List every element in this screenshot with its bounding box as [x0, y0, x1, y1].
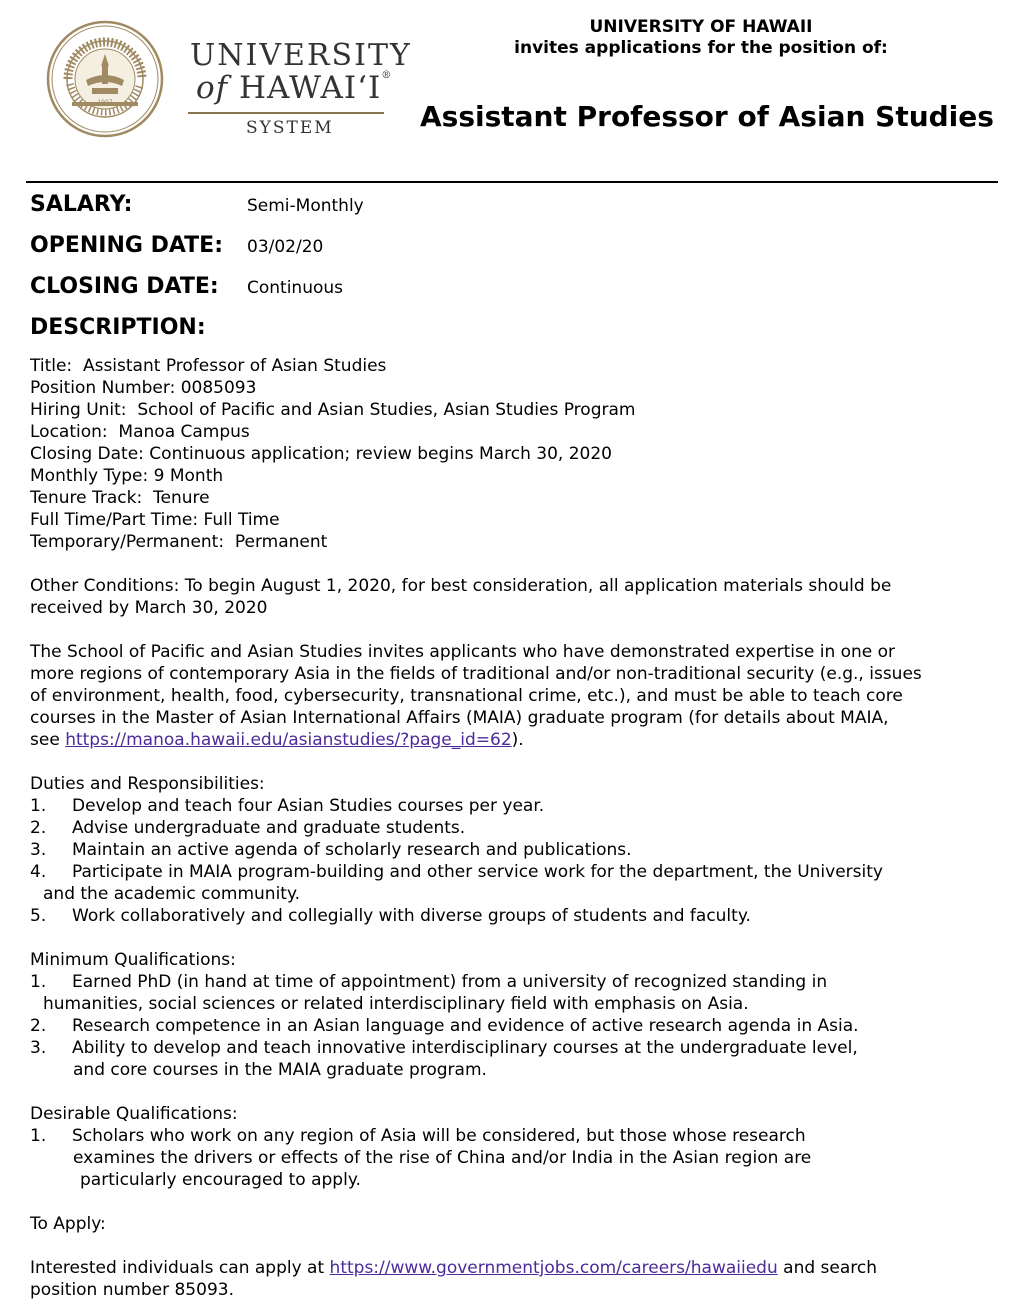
salary-label: SALARY:	[30, 192, 133, 217]
list-item: 2. Research competence in an Asian language and evidence of active research agenda in Asia.	[30, 1016, 859, 1036]
intro-line: of environment, health, food, cybersecurity, transnational crime, etc.), and must be able to teach core	[30, 686, 903, 706]
wordmark-rule	[188, 112, 384, 114]
detail-full-time: Full Time/Part Time: Full Time	[30, 510, 280, 530]
list-item-continuation: and the academic community.	[43, 884, 301, 904]
governmentjobs-link[interactable]: https://www.governmentjobs.com/careers/hawaiiedu	[329, 1258, 778, 1278]
wordmark-hawaii: HAWAIʻI	[239, 70, 382, 106]
intro-line: courses in the Master of Asian International Affairs (MAIA) graduate program (for details about MAIA,	[30, 708, 889, 728]
wordmark-university: UNIVERSITY	[190, 38, 412, 73]
to-apply-heading: To Apply:	[30, 1214, 106, 1234]
duties-heading: Duties and Responsibilities:	[30, 774, 265, 794]
intro-line: more regions of contemporary Asia in the fields of traditional and/or non-traditional security (e.g., issues	[30, 664, 922, 684]
apply-line	[30, 1257, 990, 1279]
other-conditions-line: received by March 30, 2020	[30, 598, 268, 618]
detail-position-number: Position Number: 0085093	[30, 378, 257, 398]
detail-temporary-permanent: Temporary/Permanent: Permanent	[30, 532, 328, 552]
university-wordmark	[188, 38, 412, 142]
minimum-qualifications-heading: Minimum Qualifications:	[30, 950, 236, 970]
opening-date-label: OPENING DATE:	[30, 233, 223, 258]
apply-suffix: and search	[777, 1258, 878, 1278]
position-title: Assistant Professor of Asian Studies	[420, 100, 994, 133]
university-seal-logo	[46, 20, 164, 138]
wordmark-of: of	[196, 70, 229, 106]
list-item-continuation: examines the drivers or effects of the rise of China and/or India in the Asian region are	[73, 1148, 812, 1168]
document-header	[0, 0, 1012, 184]
list-item: 1. Scholars who work on any region of Asia will be considered, but those whose research	[30, 1126, 806, 1146]
detail-closing-date: Closing Date: Continuous application; review begins March 30, 2020	[30, 444, 612, 464]
apply-prefix: Interested individuals can apply at	[30, 1258, 330, 1278]
header-divider	[26, 181, 998, 183]
description-body	[30, 355, 990, 1301]
detail-monthly-type: Monthly Type: 9 Month	[30, 466, 224, 486]
detail-title: Title: Assistant Professor of Asian Studies	[30, 356, 387, 376]
wordmark-of-hawaii	[196, 70, 392, 106]
list-item-continuation: and core courses in the MAIA graduate program.	[73, 1060, 487, 1080]
apply-line-2: position number 85093.	[30, 1280, 234, 1300]
see-prefix: see	[30, 730, 66, 750]
list-item: 1. Develop and teach four Asian Studies courses per year.	[30, 796, 545, 816]
description-heading: DESCRIPTION:	[30, 315, 206, 340]
list-item: 5. Work collaboratively and collegially with diverse groups of students and faculty.	[30, 906, 751, 926]
detail-tenure-track: Tenure Track: Tenure	[30, 488, 210, 508]
salary-value: Semi-Monthly	[247, 196, 364, 216]
invites-text: invites applications for the position of:	[514, 38, 888, 58]
registered-mark: ®	[381, 70, 393, 81]
list-item: 3. Maintain an active agenda of scholarly research and publications.	[30, 840, 632, 860]
list-item: 3. Ability to develop and teach innovative interdisciplinary courses at the undergraduate level,	[30, 1038, 858, 1058]
intro-see-line	[30, 729, 990, 751]
list-item: 4. Participate in MAIA program-building and other service work for the department, the University	[30, 862, 883, 882]
list-item-continuation: humanities, social sciences or related interdisciplinary field with emphasis on Asia.	[43, 994, 749, 1014]
institution-name: UNIVERSITY OF HAWAII	[589, 17, 813, 37]
see-suffix: ).	[511, 730, 524, 750]
desirable-qualifications-heading: Desirable Qualifications:	[30, 1104, 238, 1124]
closing-date-value: Continuous	[247, 278, 344, 298]
intro-line: The School of Pacific and Asian Studies invites applicants who have demonstrated expertise in one or	[30, 642, 896, 662]
list-item-continuation: particularly encouraged to apply.	[80, 1170, 361, 1190]
list-item: 1. Earned PhD (in hand at time of appointment) from a university of recognized standing in	[30, 972, 828, 992]
maia-link[interactable]: https://manoa.hawaii.edu/asianstudies/?page_id=62	[65, 730, 512, 750]
detail-location: Location: Manoa Campus	[30, 422, 250, 442]
closing-date-label: CLOSING DATE:	[30, 274, 219, 299]
header-invitation	[470, 17, 932, 59]
list-item: 2. Advise undergraduate and graduate students.	[30, 818, 466, 838]
detail-hiring-unit: Hiring Unit: School of Pacific and Asian Studies, Asian Studies Program	[30, 400, 636, 420]
other-conditions-line: Other Conditions: To begin August 1, 2020, for best consideration, all application materials should be	[30, 576, 892, 596]
opening-date-value: 03/02/20	[247, 237, 324, 257]
wordmark-system: SYSTEM	[246, 118, 334, 138]
